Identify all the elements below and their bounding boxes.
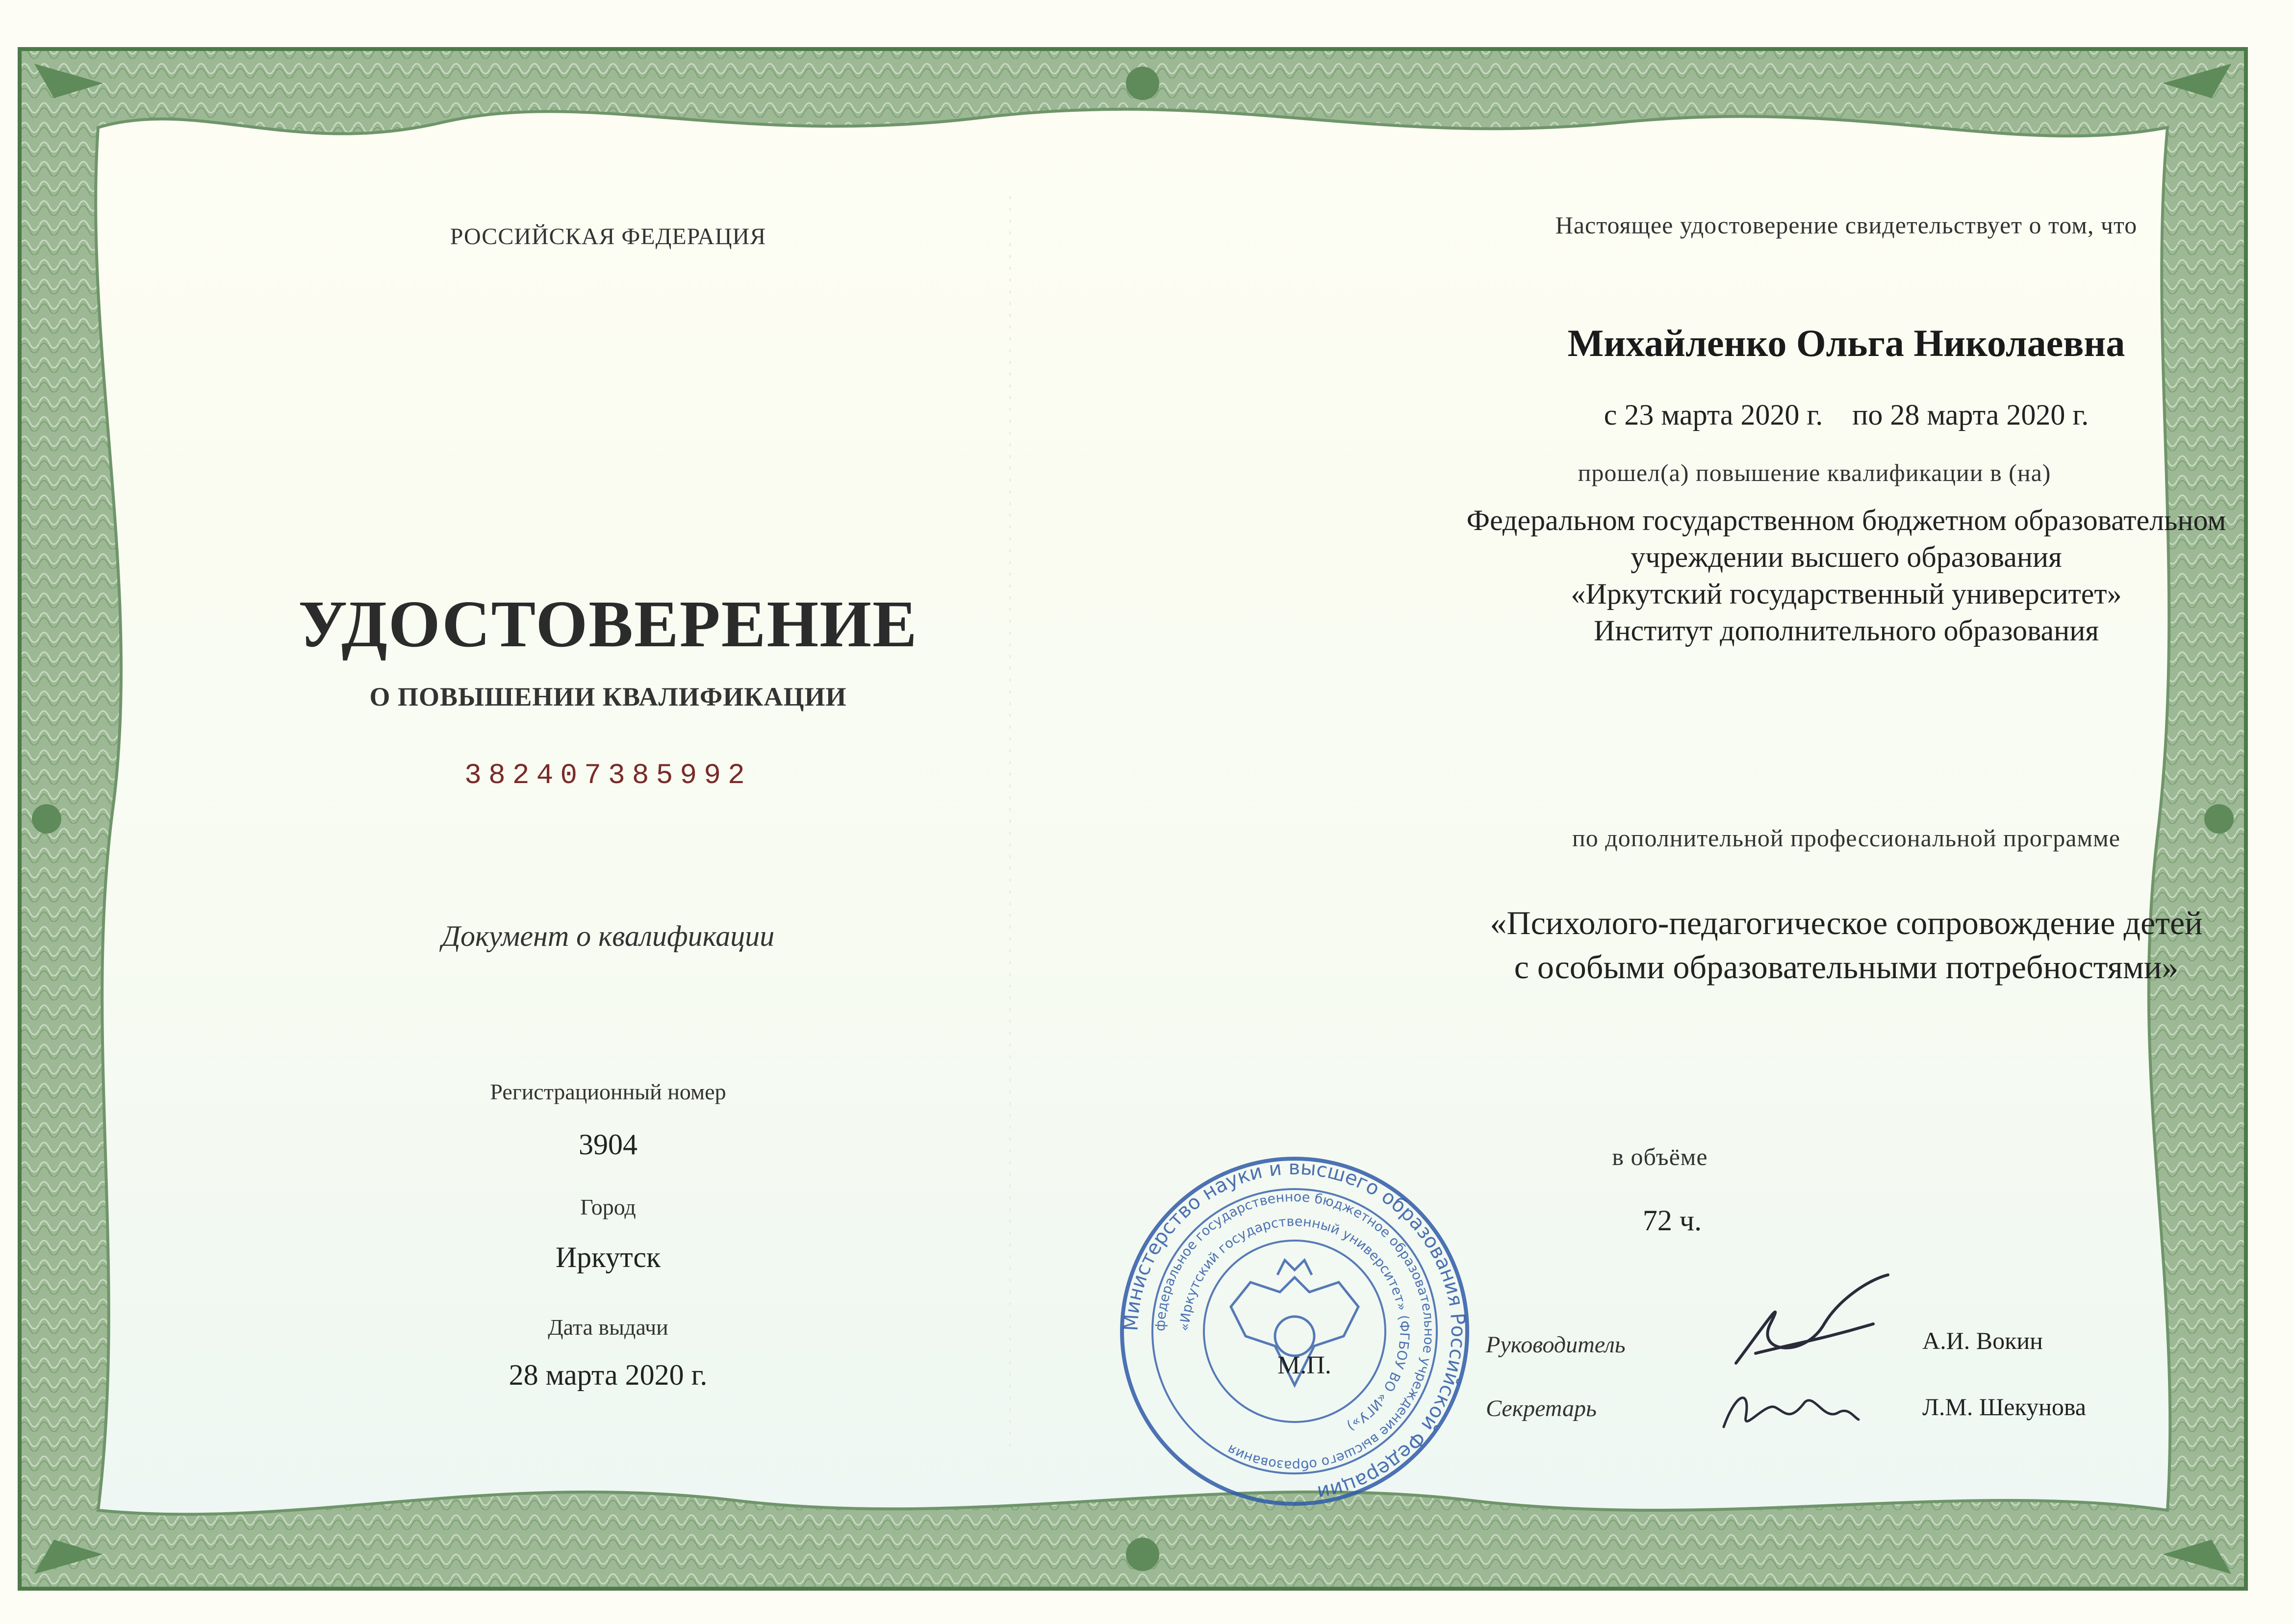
holder-name: Михайленко Ольга Николаевна xyxy=(1567,322,2125,364)
program-line-1: «Психолого-педагогическое сопровождение детей xyxy=(1490,904,2203,941)
program-intro: по дополнительной профессиональной программе xyxy=(1572,824,2120,852)
stamp-outer-text: Министерство науки и высшего образования Российской Федерации xyxy=(1120,1156,1470,1504)
secretary-signature xyxy=(1716,1373,1863,1437)
volume-value: 72 ч. xyxy=(1642,1204,1702,1237)
document-type: Документ о квалификации xyxy=(441,920,775,952)
official-stamp xyxy=(1118,1155,1471,1508)
secretary-name: Л.М. Шекунова xyxy=(1922,1393,2086,1421)
head-signature xyxy=(1726,1265,1893,1378)
city-label: Город xyxy=(580,1194,636,1219)
org-line-4: Институт дополнительного образования xyxy=(1594,614,2099,647)
serial-number: 382407385992 xyxy=(464,760,752,792)
org-line-2: учреждении высшего образования xyxy=(1631,541,2062,573)
training-period: с 23 марта 2020 г. по 28 марта 2020 г. xyxy=(1604,399,2089,431)
org-line-3: «Иркутский государственный университет» xyxy=(1571,578,2122,610)
document-subtitle: О ПОВЫШЕНИИ КВАЛИФИКАЦИИ xyxy=(369,682,847,711)
registration-label: Регистрационный номер xyxy=(490,1079,726,1104)
secretary-role: Секретарь xyxy=(1486,1396,1597,1421)
issue-date-value: 28 марта 2020 г. xyxy=(509,1359,708,1391)
city-value: Иркутск xyxy=(555,1241,661,1273)
country-name: РОССИЙСКАЯ ФЕДЕРАЦИЯ xyxy=(450,224,766,250)
head-name: А.И. Вокин xyxy=(1922,1327,2043,1354)
document-title: УДОСТОВЕРЕНИЕ xyxy=(298,587,918,661)
stamp-inner-text: «Иркутский государственный университет» (ФГБОУ ВО «ИГУ») xyxy=(1177,1214,1412,1434)
org-line-1: Федеральном государственном бюджетном образовательном xyxy=(1466,504,2226,536)
issue-date-label: Дата выдачи xyxy=(548,1315,668,1340)
passed-training: прошел(а) повышение квалификации в (на) xyxy=(1578,459,2051,486)
stamp-middle-text: федеральное государственное бюджетное образовательное учреждение высшего образования xyxy=(1152,1189,1437,1473)
head-role: Руководитель xyxy=(1486,1332,1626,1358)
certificate-intro: Настоящее удостоверение свидетельствует о том, что xyxy=(1555,211,2138,239)
registration-number: 3904 xyxy=(579,1128,637,1161)
stamp-place-mark: М.П. xyxy=(1277,1351,1331,1379)
program-line-2: с особыми образовательными потребностями» xyxy=(1514,948,2179,986)
volume-label: в объёме xyxy=(1612,1143,1708,1170)
